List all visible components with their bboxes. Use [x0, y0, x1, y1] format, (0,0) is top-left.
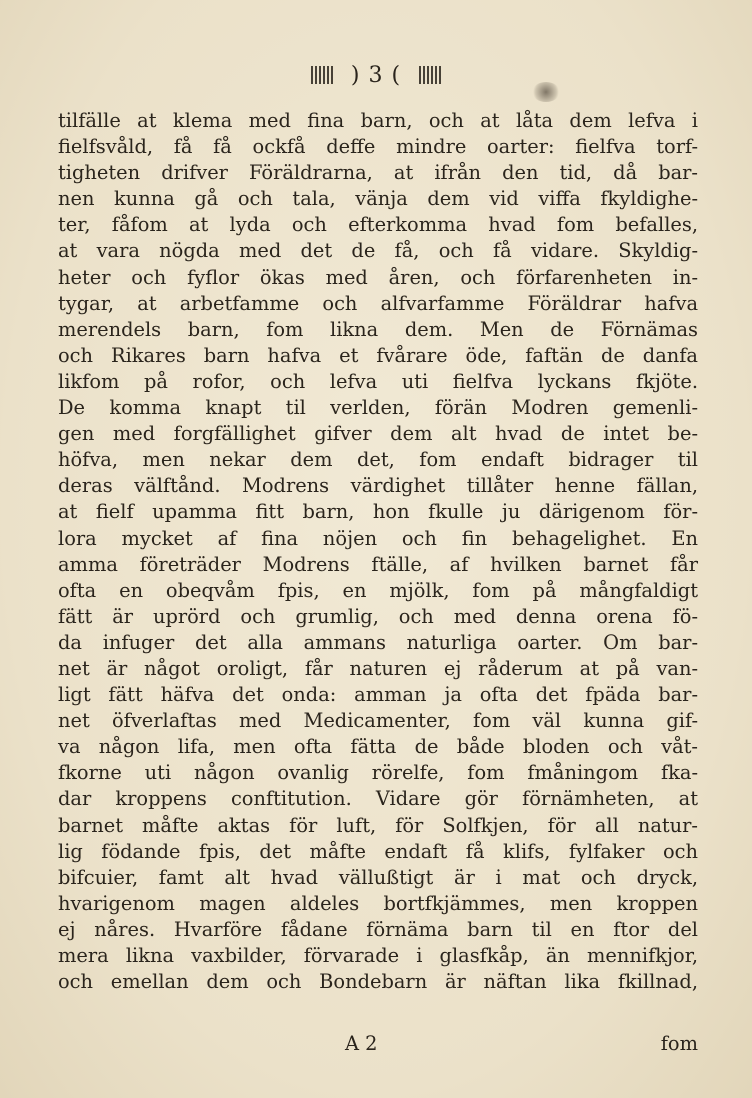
text-line: fielfsvåld, få få ockfå deffe mindre oarter: fielfva torf- — [58, 135, 698, 159]
text-line: fätt är uprörd och grumlig, och med denna orena fö- — [58, 604, 698, 628]
text-line: barnet måfte aktas för luft, för Solfkjen, för all natur- — [58, 813, 698, 837]
text-line: net öfverlaftas med Medicamenter, fom väl kunna gif- — [58, 709, 698, 733]
text-line: dar kroppens conftitution. Vidare gör förnämheten, at — [58, 787, 698, 811]
signature-mark: A 2 — [345, 1032, 378, 1055]
text-line: amma företräder Modrens ftälle, af hvilken barnet får — [58, 552, 698, 576]
text-line: höfva, men nekar dem det, fom endaft bidrager til — [58, 448, 698, 472]
text-line: ofta en obeqvåm fpis, en mjölk, fom på mångfaldigt — [58, 578, 698, 602]
text-line: ej nåres. Hvarföre fådane förnäma barn til en ftor del — [58, 917, 698, 941]
text-line: och Rikares barn hafva et fvårare öde, faftän de danfa — [58, 343, 698, 367]
text-line: tygar, at arbetfamme och alfvarfamme Föräldrar hafva — [58, 291, 698, 315]
text-line: lig födande fpis, det måfte endaft få klifs, fylfaker och — [58, 839, 698, 863]
text-line: ligt fätt häfva det onda: amman ja ofta det fpäda bar- — [58, 683, 698, 707]
text-line: nen kunna gå och tala, vänja dem vid viffa fkyldighe- — [58, 187, 698, 211]
body-text — [58, 108, 698, 995]
text-line: hvarigenom magen aldeles bortfkjämmes, men kroppen — [58, 891, 698, 915]
text-line: tigheten drifver Föräldrarna, at ifrån den tid, då bar- — [58, 161, 698, 185]
text-line: at fielf upamma fitt barn, hon fkulle ju därigenom för- — [58, 500, 698, 524]
text-line: bifcuier, famt alt hvad vällußtigt är i mat och dryck, — [58, 865, 698, 889]
text-line: da infuger det alla ammans naturliga oarter. Om bar- — [58, 630, 698, 654]
text-line: deras välftånd. Modrens värdighet tillåter henne fällan, — [58, 474, 698, 498]
catchword: fom — [660, 1032, 698, 1055]
page-footer — [58, 1032, 698, 1058]
text-line: gen med forgfällighet gifver dem alt hvad de intet be- — [58, 422, 698, 446]
running-header — [0, 62, 752, 88]
text-line: fkorne uti någon ovanlig rörelfe, fom fmåningom fka- — [58, 761, 698, 785]
text-line: lora mycket af fina nöjen och fin behagelighet. En — [58, 526, 698, 550]
header-ornament-left-icon — [311, 66, 333, 84]
text-line: mera likna vaxbilder, förvarade i glasfkåp, än mennifkjor, — [58, 944, 698, 967]
page-number: ) 3 ( — [350, 62, 402, 88]
text-line: heter och fyflor ökas med åren, och förfarenheten in- — [58, 265, 698, 289]
text-line: merendels barn, fom likna dem. Men de Förnämas — [58, 317, 698, 341]
header-ornament-right-icon — [419, 66, 441, 84]
text-line: va någon lifa, men ofta fätta de både bloden och våt- — [58, 735, 698, 759]
text-line: likfom på rofor, och lefva uti fielfva lyckans fkjöte. — [58, 369, 698, 393]
text-line: De komma knapt til verlden, förän Modren gemenli- — [58, 396, 698, 420]
text-line: tilfälle at klema med fina barn, och at låta dem lefva i — [58, 109, 698, 132]
text-line: och emellan dem och Bondebarn är näftan lika fkillnad, — [58, 970, 698, 994]
text-line: ter, fåfom at lyda och efterkomma hvad fom befalles, — [58, 213, 698, 237]
ink-smudge — [532, 82, 560, 102]
text-line: at vara nögda med det de få, och få vidare. Skyldig- — [58, 239, 698, 263]
text-line: net är något oroligt, får naturen ej råderum at på van- — [58, 656, 698, 680]
